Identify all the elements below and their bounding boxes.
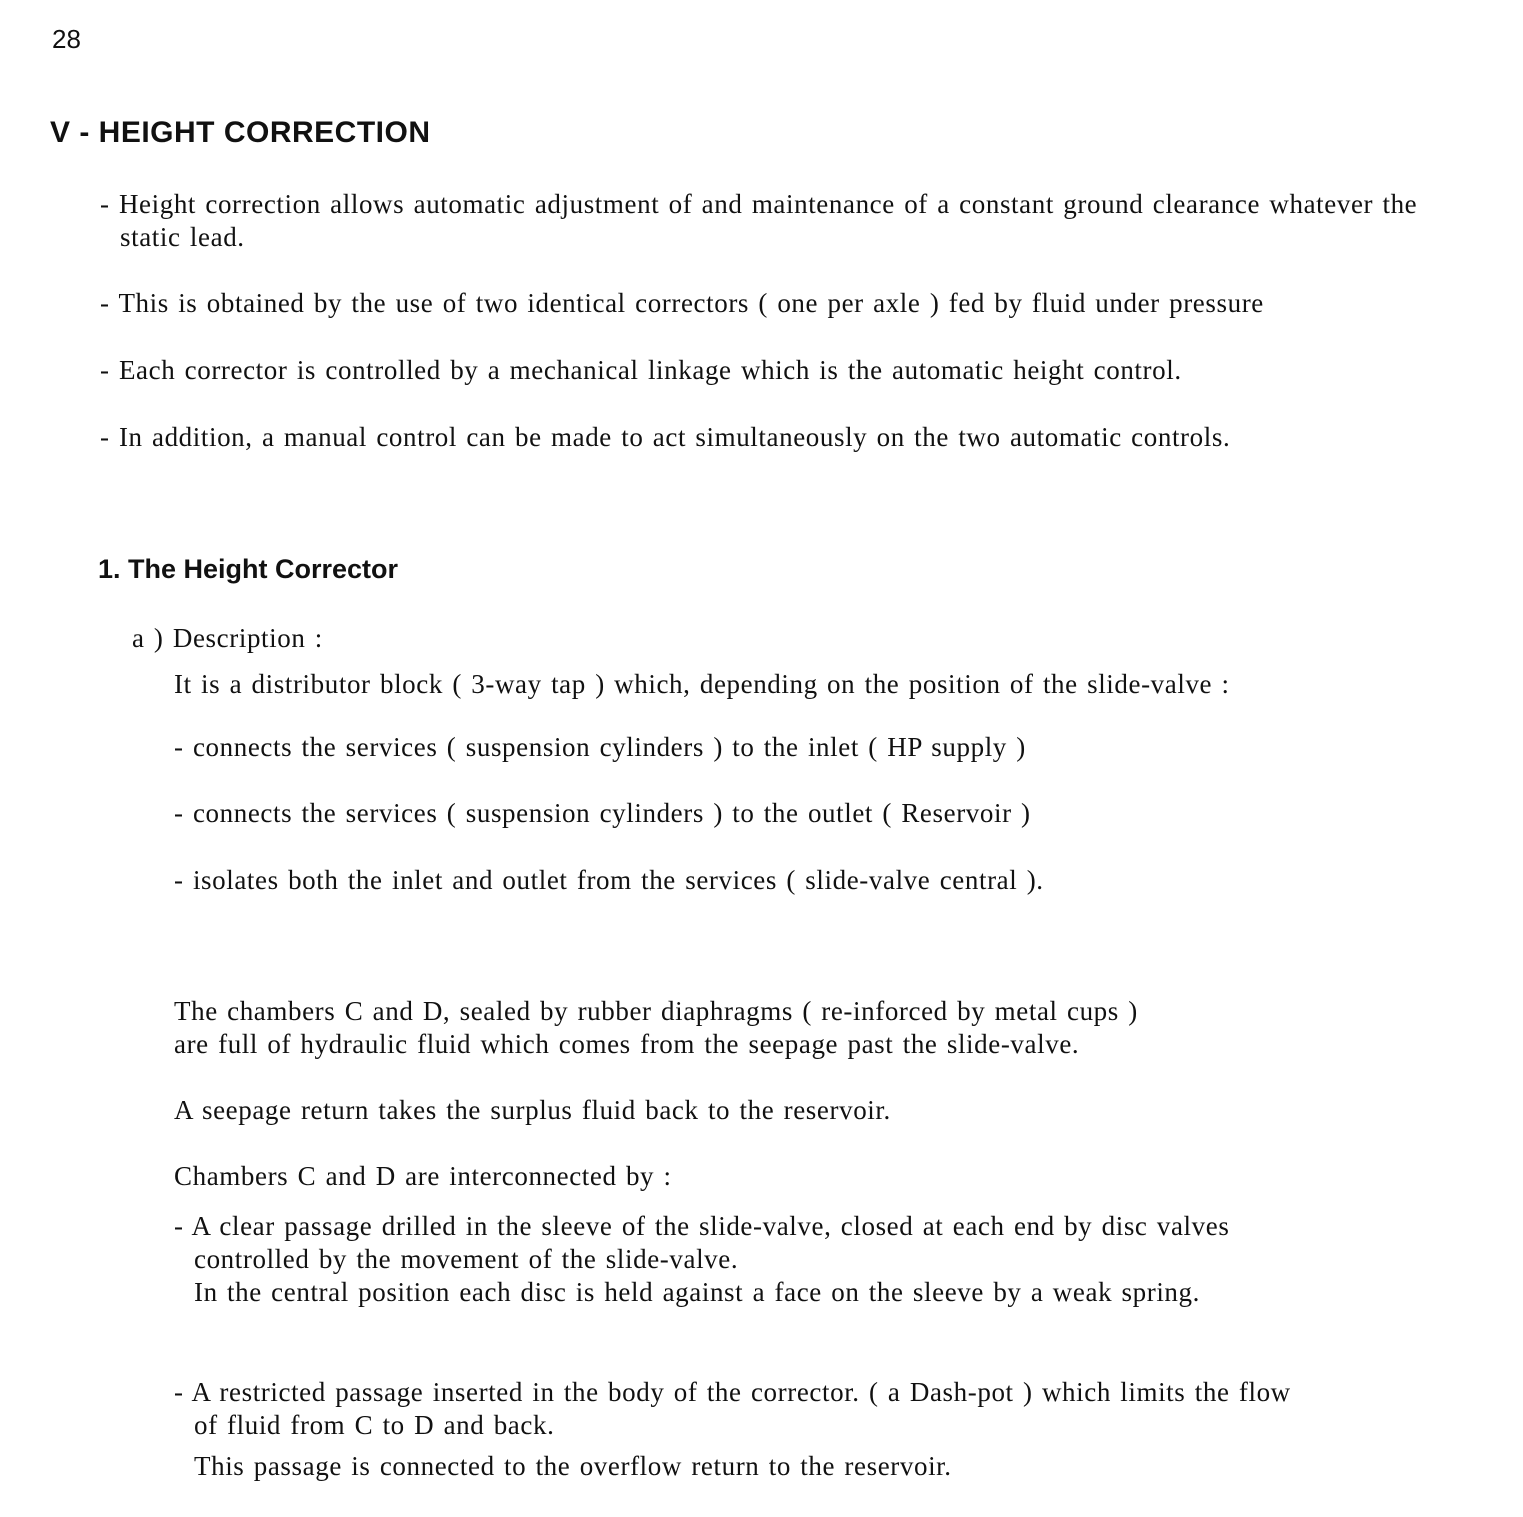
distributor-intro: It is a distributor block ( 3-way tap ) which, depending on the position of the slide-valve : [174, 669, 1230, 699]
chambers-line-2: are full of hydraulic fluid which comes from the seepage past the slide-valve. [174, 1029, 1080, 1059]
bullet-manual-control: - In addition, a manual control can be made to act simultaneously on the two automatic controls. [100, 422, 1231, 452]
description-label: a ) Description : [132, 623, 323, 653]
bullet-two-correctors: - This is obtained by the use of two identical correctors ( one per axle ) fed by fluid under pressure [100, 288, 1264, 318]
bullet-height-correction: - Height correction allows automatic adjustment of and maintenance of a constant ground clearance whatever the static lead. [100, 189, 1418, 252]
interconnected-intro: Chambers C and D are interconnected by : [174, 1161, 672, 1191]
item-inlet: - connects the services ( suspension cylinders ) to the inlet ( HP supply ) [174, 732, 1026, 762]
item-isolates: - isolates both the inlet and outlet from the services ( slide-valve central ). [174, 865, 1044, 895]
clear-passage-line-1: - A clear passage drilled in the sleeve of the slide-valve, closed at each end by disc valves [174, 1211, 1230, 1241]
page-number: 28 [52, 24, 81, 54]
bullet-mechanical-linkage: - Each corrector is controlled by a mechanical linkage which is the automatic height control. [100, 355, 1182, 385]
subsection-title: 1. The Height Corrector [98, 554, 399, 584]
clear-passage-item [174, 1210, 1229, 1309]
clear-passage-line-3: In the central position each disc is held against a face on the sleeve by a weak spring. [194, 1277, 1200, 1307]
clear-passage-line-2: controlled by the movement of the slide-valve. [194, 1244, 739, 1274]
section-title: V - HEIGHT CORRECTION [50, 116, 431, 149]
restricted-passage-line-3: This passage is connected to the overflow return to the reservoir. [194, 1451, 952, 1481]
seepage-return: A seepage return takes the surplus fluid back to the reservoir. [174, 1095, 891, 1125]
restricted-passage-item [174, 1376, 1291, 1483]
restricted-passage-line-2: of fluid from C to D and back. [194, 1410, 555, 1440]
restricted-passage-line-1: - A restricted passage inserted in the body of the corrector. ( a Dash-pot ) which limits the flow [174, 1377, 1291, 1407]
chambers-line-1: The chambers C and D, sealed by rubber diaphragms ( re-inforced by metal cups ) [174, 996, 1138, 1026]
chambers-paragraph [174, 995, 1138, 1061]
item-outlet: - connects the services ( suspension cylinders ) to the outlet ( Reservoir ) [174, 798, 1031, 828]
